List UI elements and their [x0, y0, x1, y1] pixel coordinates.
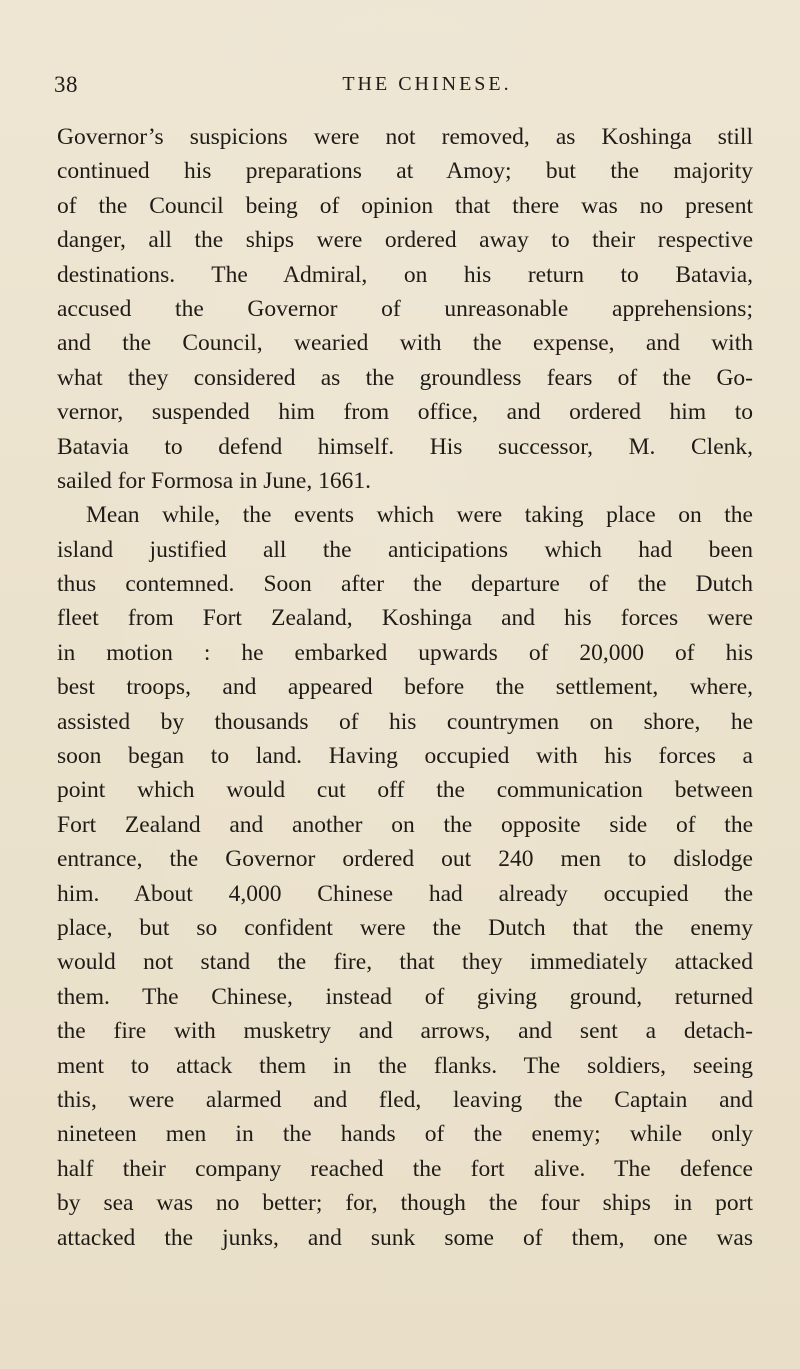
body-text: [57, 120, 753, 1255]
text-line: him. About 4,000 Chinese had already occupied the: [57, 880, 753, 907]
page-number: 38: [54, 72, 78, 97]
text-line: half their company reached the fort alive. The defence: [57, 1155, 753, 1182]
text-line: by sea was no better; for, though the four ships in port: [57, 1190, 753, 1217]
text-line: what they considered as the groundless fears of the Go-: [57, 364, 753, 391]
text-line-paragraph-end: sailed for Formosa in June, 1661.: [57, 467, 371, 494]
text-line: accused the Governor of unreasonable apprehensions;: [57, 295, 753, 322]
text-line: danger, all the ships were ordered away to their respective: [57, 227, 753, 254]
text-line: island justified all the anticipations which had been: [57, 536, 753, 563]
text-line: and the Council, wearied with the expense, and with: [57, 330, 753, 357]
text-line: Fort Zealand and another on the opposite side of the: [57, 811, 753, 838]
running-head: THE CHINESE.: [342, 73, 512, 95]
text-line: in motion : he embarked upwards of 20,000 of his: [57, 639, 753, 666]
text-line: thus contemned. Soon after the departure of the Dutch: [57, 571, 753, 598]
text-line: nineteen men in the hands of the enemy; while only: [57, 1121, 753, 1148]
text-line: attacked the junks, and sunk some of them, one was: [57, 1224, 753, 1251]
text-line: ment to attack them in the flanks. The soldiers, seeing: [57, 1052, 753, 1079]
text-line: entrance, the Governor ordered out 240 men to dislodge: [57, 846, 753, 873]
text-line: place, but so confident were the Dutch that the enemy: [57, 914, 753, 941]
text-line: soon began to land. Having occupied with his forces a: [57, 743, 753, 770]
text-line: destinations. The Admiral, on his return to Batavia,: [57, 261, 753, 288]
text-line: this, were alarmed and fled, leaving the Captain and: [57, 1086, 753, 1113]
text-line: would not stand the fire, that they immediately attacked: [57, 949, 753, 976]
text-line: continued his preparations at Amoy; but the majority: [57, 158, 753, 185]
text-line: fleet from Fort Zealand, Koshinga and his forces were: [57, 605, 753, 632]
text-line: best troops, and appeared before the settlement, where,: [57, 674, 753, 701]
text-line: vernor, suspended him from office, and ordered him to: [57, 399, 753, 426]
text-line: the fire with musketry and arrows, and sent a detach-: [57, 1018, 753, 1045]
text-line: them. The Chinese, instead of giving ground, returned: [57, 983, 753, 1010]
text-line: of the Council being of opinion that there was no present: [57, 192, 753, 219]
text-line: assisted by thousands of his countrymen on shore, he: [57, 708, 753, 735]
text-line: Governor’s suspicions were not removed, as Koshinga still: [57, 124, 753, 150]
text-line: point which would cut off the communication between: [57, 777, 753, 804]
page-header: [54, 72, 754, 106]
text-line-paragraph-start: Mean while, the events which were taking place on the: [86, 502, 753, 529]
text-line: Batavia to defend himself. His successor, M. Clenk,: [57, 433, 753, 460]
